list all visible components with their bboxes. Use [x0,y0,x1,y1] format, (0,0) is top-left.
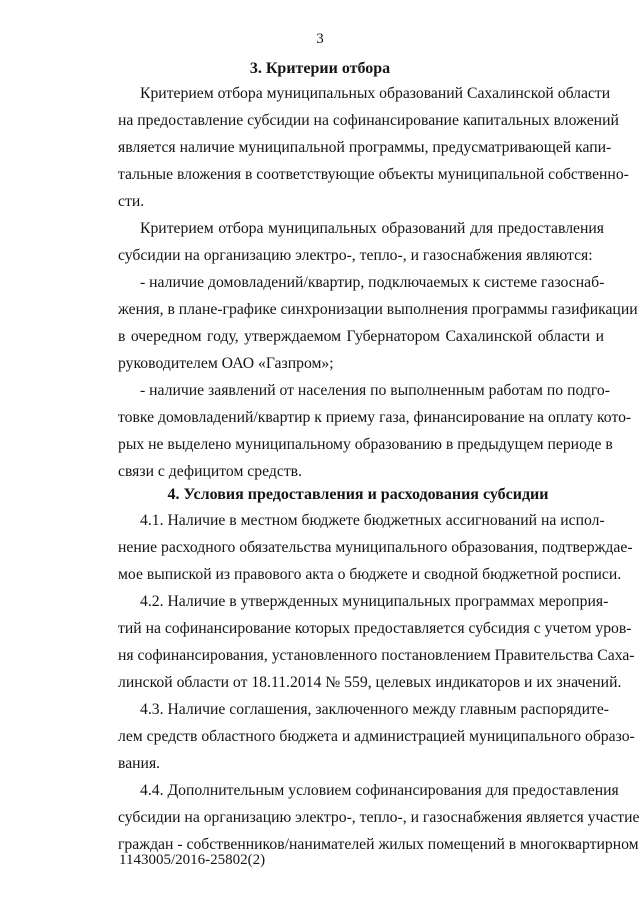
text-line: лем средств областного бюджета и администрацией муниципального образо- [118,728,635,745]
text-line: субсидии на организацию электро-, тепло-, и газоснабжения являются: [118,247,593,264]
text-line: 4.2. Наличие в утвержденных муниципальных программах мероприя- [140,593,609,610]
text-line: жения, в плане-графике синхронизации выполнения программы газификации [118,301,638,318]
text-line: 4.3. Наличие соглашения, заключенного между главным распорядите- [140,701,610,718]
text-line: руководителем ОАО «Газпром»; [118,355,334,372]
text-line: 4.1. Наличие в местном бюджете бюджетных ассигнований на испол- [140,512,605,529]
text-line: товке домовладений/квартир к приему газа, финансирование на оплату кото- [118,409,632,426]
section-3-heading: 3. Критерии отбора [249,60,391,77]
text-line: тий на софинансирование которых предоставляется субсидия с учетом уров- [118,620,632,637]
text-line: линской области от 18.11.2014 № 559, целевых индикаторов и их значений. [118,674,622,691]
text-line: субсидии на организацию электро-, тепло-, и газоснабжения является участие [118,809,640,826]
text-line: сти. [118,193,145,210]
text-line: является наличие муниципальной программы, предусматривающей капи- [118,139,612,156]
text-line: - наличие домовладений/квартир, подключаемых к системе газоснаб- [140,274,605,291]
text-line: ня софинансирования, установленного постановлением Правительства Саха- [118,647,635,664]
text-line: рых не выделено муниципальному образованию в предыдущем периоде в [118,436,613,453]
document-code: 1143005/2016-25802(2) [119,852,266,868]
text-line: вания. [118,755,161,772]
text-line: в очередном году, утверждаемом Губернатором Сахалинской области и [118,328,604,345]
text-line: на предоставление субсидии на софинансирование капитальных вложений [118,112,619,129]
text-line: нение расходного обязательства муниципального образования, подтверждае- [118,539,633,556]
text-line: граждан - собственников/нанимателей жилых помещений в многоквартирном [118,836,639,853]
page-number: 3 [316,31,324,47]
text-line: - наличие заявлений от населения по выполненным работам по подго- [140,382,610,399]
text-line: 4.4. Дополнительным условием софинансирования для предоставления [140,782,619,799]
text-line: связи с дефицитом средств. [118,463,302,480]
text-line: Критерием отбора муниципальных образований Сахалинской области [140,85,611,102]
text-line: мое выпиской из правового акта о бюджете и сводной бюджетной росписи. [118,566,622,583]
section-4-heading: 4. Условия предоставления и расходования субсидии [167,486,549,503]
text-line: тальные вложения в соответствующие объекты муниципальной собственно- [118,166,629,183]
text-line: Критерием отбора муниципальных образований для предоставления [140,220,604,237]
